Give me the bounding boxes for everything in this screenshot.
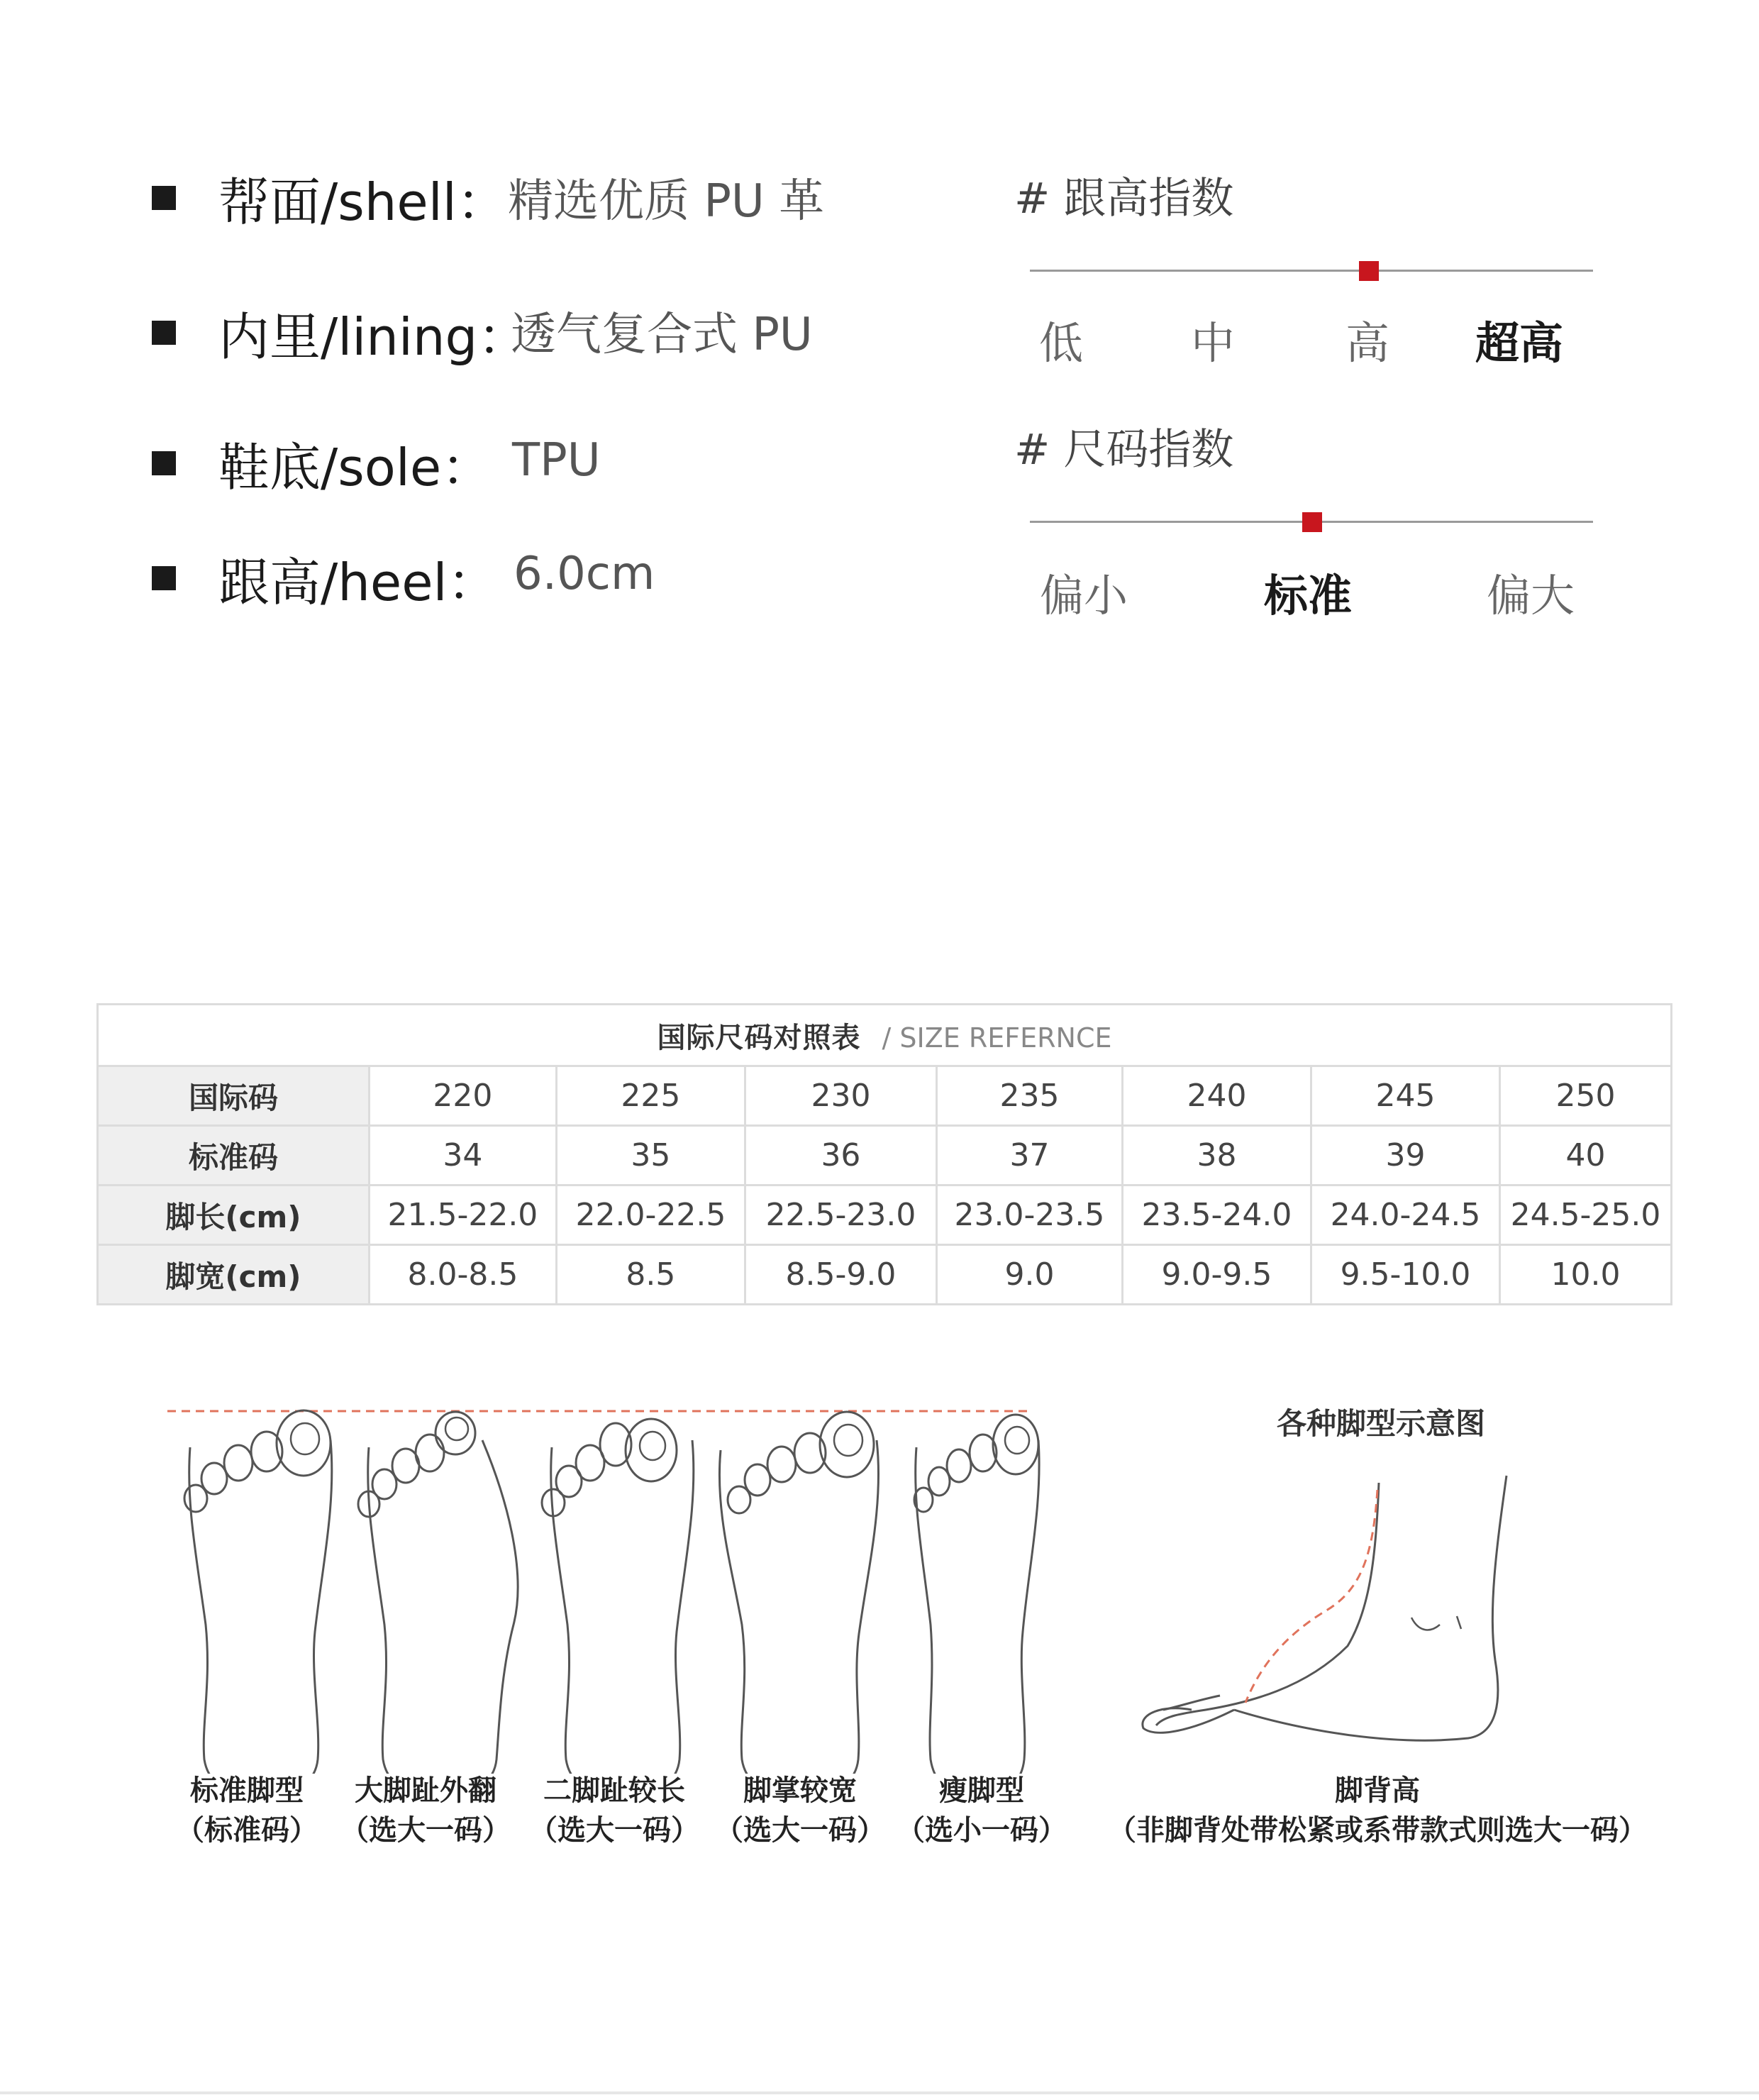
table-title [98,1005,1672,1066]
bullet-icon [152,186,176,210]
size-index-title: # 尺码指数 [1014,425,1234,475]
foot-type-long-second-toe [529,1771,699,1850]
row-header: 国际码 [98,1066,370,1126]
table-row [98,1126,1672,1186]
foot-slim-figure [914,1415,1039,1774]
table-cell: 8.0-8.5 [369,1245,556,1305]
row-header: 标准码 [98,1126,370,1186]
spec-lining [152,301,528,365]
table-cell: 220 [369,1066,556,1126]
table-cell: 240 [1122,1066,1311,1126]
foot-long-second-toe-figure [542,1419,694,1774]
spec-value: 6.0cm [514,548,655,600]
bullet-icon [152,451,176,475]
foot-type-standard [176,1771,318,1850]
table-row [98,1066,1672,1126]
heel-label-high: 高 [1345,317,1390,369]
foot-wide-figure [719,1412,878,1774]
table-cell: 38 [1122,1126,1311,1186]
foot-types-title: 各种脚型示意图 [1277,1406,1486,1441]
size-label-small: 偏小 [1039,570,1128,621]
foot-type-advice: （选小一码） [897,1814,1067,1847]
table-cell: 36 [745,1126,936,1186]
spec-shell [152,166,508,230]
row-header: 脚长(cm) [98,1186,370,1245]
foot-type-wide [715,1771,885,1850]
foot-type-name: 大脚趾外翻 [355,1774,496,1807]
table-row [98,1186,1672,1245]
size-label-standard: 标准 [1263,570,1353,621]
foot-bunion-figure [358,1412,518,1774]
table-cell: 24.5-25.0 [1499,1186,1671,1245]
table-cell: 23.0-23.5 [936,1186,1122,1245]
foot-type-advice: （选大一码） [715,1814,885,1847]
spec-sole [152,431,492,495]
table-row [98,1245,1672,1305]
table-cell: 39 [1311,1126,1499,1186]
spec-value: TPU [512,434,601,487]
table-cell: 40 [1499,1126,1671,1186]
table-cell: 10.0 [1499,1245,1671,1305]
size-label-large: 偏大 [1486,570,1575,621]
table-cell: 230 [745,1066,936,1126]
foot-type-advice: （选大一码） [529,1814,699,1847]
heel-label-low: 低 [1038,317,1084,369]
table-cell: 22.0-22.5 [556,1186,745,1245]
foot-type-advice: （标准码） [176,1814,318,1847]
foot-type-name: 二脚趾较长 [543,1774,685,1807]
table-title-en: / SIZE REFERNCE [882,1022,1112,1054]
foot-standard-figure [184,1410,332,1774]
table-cell: 245 [1311,1066,1499,1126]
spec-value: 精选优质 PU 革 [508,175,825,228]
table-cell: 9.5-10.0 [1311,1245,1499,1305]
table-cell: 9.0-9.5 [1122,1245,1311,1305]
foot-type-name: 脚掌较宽 [743,1774,857,1807]
table-cell: 21.5-22.0 [369,1186,556,1245]
bottom-divider [0,2091,1759,2094]
size-reference-table [96,1003,1672,1305]
foot-type-slim [897,1771,1067,1850]
spec-label: 鞋底/sole： [218,438,493,497]
bullet-icon [152,566,176,590]
table-cell: 8.5-9.0 [745,1245,936,1305]
foot-type-name: 脚背高 [1335,1774,1420,1807]
table-cell: 250 [1499,1066,1671,1126]
heel-index-track [1030,270,1593,272]
foot-type-high-instep [1108,1771,1647,1850]
table-cell: 8.5 [556,1245,745,1305]
table-title-cn: 国际尺码对照表 [657,1021,861,1054]
heel-index-marker [1359,261,1379,281]
bullet-icon [152,321,176,345]
table-cell: 23.5-24.0 [1122,1186,1311,1245]
foot-type-name: 瘦脚型 [939,1774,1024,1807]
table-cell: 225 [556,1066,745,1126]
table-cell: 235 [936,1066,1122,1126]
spec-label: 帮面/shell： [218,172,508,232]
size-index-marker [1302,512,1322,532]
spec-label: 跟高/heel： [218,553,499,612]
spec-label: 内里/lining： [218,307,529,367]
table-cell: 37 [936,1126,1122,1186]
table-cell: 24.0-24.5 [1311,1186,1499,1245]
heel-index-title: # 跟高指数 [1014,174,1234,223]
foot-type-advice: （选大一码） [340,1814,511,1847]
foot-type-advice: （非脚背处带松紧或系带款式则选大一码） [1108,1814,1647,1847]
heel-label-extra-high: 超高 [1475,317,1564,369]
table-cell: 22.5-23.0 [745,1186,936,1245]
foot-type-name: 标准脚型 [190,1774,304,1807]
table-cell: 35 [556,1126,745,1186]
table-cell: 34 [369,1126,556,1186]
foot-instep-figure [1143,1476,1506,1740]
foot-illustrations [0,1376,1759,1774]
heel-label-mid: 中 [1190,317,1236,369]
row-header: 脚宽(cm) [98,1245,370,1305]
foot-type-bunion [340,1771,511,1850]
table-cell: 9.0 [936,1245,1122,1305]
spec-value: 透气复合式 PU [511,309,813,361]
spec-heel [152,546,499,610]
